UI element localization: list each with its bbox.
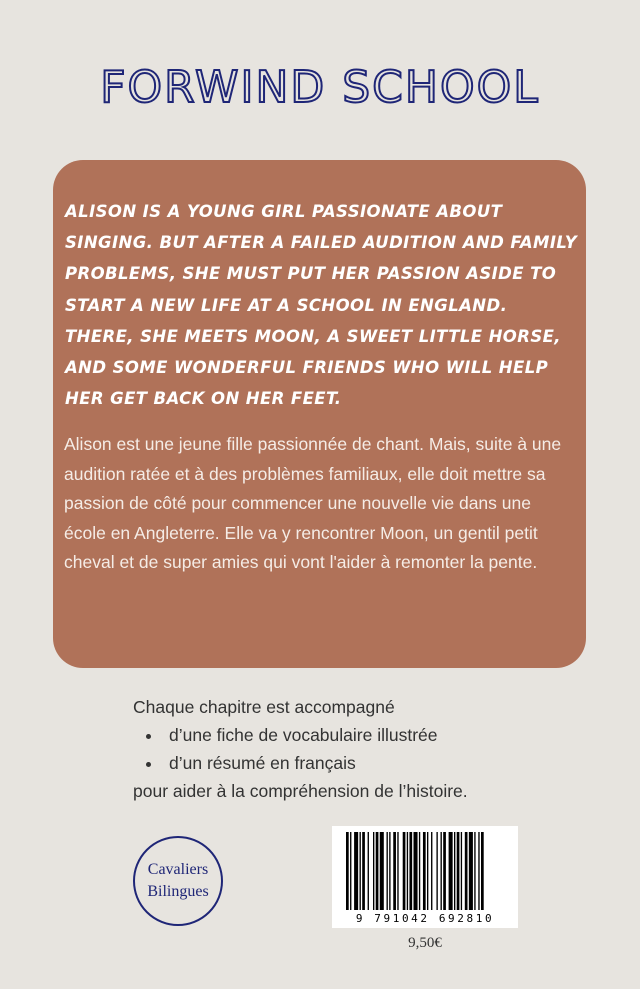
barcode-bars [332, 826, 518, 916]
barcode-bar [350, 832, 351, 910]
summary-english: ALISON IS A YOUNG GIRL PASSIONATE ABOUT SINGING. BUT AFTER A FAILED AUDITION AND FAMILY PROBLEMS, SHE MUST PUT HER PASSION ASIDE TO START A NEW LIFE AT A SCHOOL IN ENGLAND. THERE, SHE MEETS MOON, A SWEET LITTLE HORSE, AND SOME WONDERFUL FRIENDS WHO WILL HELP HER GET BACK ON HER FEET. [65, 202, 578, 409]
extras-outro: pour aider à la compréhension de l’histoire. [133, 781, 468, 801]
barcode-bar [423, 832, 426, 910]
barcode-bar [389, 832, 390, 910]
barcode-bar [441, 832, 442, 910]
barcode-bar [469, 832, 473, 910]
price: 9,50€ [408, 935, 442, 951]
book-title: FORWIND SCHOOL [100, 62, 540, 113]
barcode-bar [461, 832, 462, 910]
extras-list [133, 721, 613, 777]
barcode-bar [454, 832, 455, 910]
extras-item-summary: • d’un résumé en français [163, 749, 613, 777]
barcode-bar [414, 832, 418, 910]
barcode-bar [407, 832, 408, 910]
barcode-bar [478, 832, 479, 910]
publisher-logo [133, 836, 223, 926]
chapter-extras [133, 693, 613, 805]
barcode-bar [443, 832, 446, 910]
barcode-bar [457, 832, 460, 910]
barcode-bar [465, 832, 468, 910]
barcode [332, 826, 518, 928]
publisher-line-1: Cavaliers [147, 861, 209, 878]
extras-intro: Chaque chapitre est accompagné [133, 697, 395, 717]
barcode-bar [419, 832, 420, 910]
barcode-bar [376, 832, 379, 910]
barcode-bar [427, 832, 428, 910]
barcode-bar [387, 832, 388, 910]
barcode-bar [397, 832, 398, 910]
barcode-bar [403, 832, 406, 910]
publisher-line-2: Bilingues [147, 883, 209, 900]
barcode-bar [346, 832, 349, 910]
barcode-bar [354, 832, 358, 910]
barcode-bar [362, 832, 365, 910]
barcode-bar [431, 832, 432, 910]
barcode-bar [393, 832, 396, 910]
barcode-bar [380, 832, 384, 910]
barcode-bar [449, 832, 453, 910]
barcode-bar [368, 832, 369, 910]
barcode-bar [360, 832, 361, 910]
barcode-bar [474, 832, 475, 910]
barcode-bar [409, 832, 412, 910]
extras-item-vocabulary: • d’une fiche de vocabulaire illustrée [163, 721, 613, 749]
barcode-bar [436, 832, 437, 910]
summary-panel [53, 160, 586, 668]
barcode-digits: 9 791042 692810 [355, 912, 495, 925]
summary-french: Alison est une jeune fille passionnée de chant. Mais, suite à une audition ratée et à des problèmes familiaux, elle doit mettre sa passion de côté pour commencer une nouvelle vie dans une école en Angleterre. Elle va y rencontrer Moon, un gentil petit cheval et de super amies qui vont l'aider à remonter la pente. [64, 434, 562, 572]
barcode-bar [373, 832, 374, 910]
barcode-bar [481, 832, 484, 910]
